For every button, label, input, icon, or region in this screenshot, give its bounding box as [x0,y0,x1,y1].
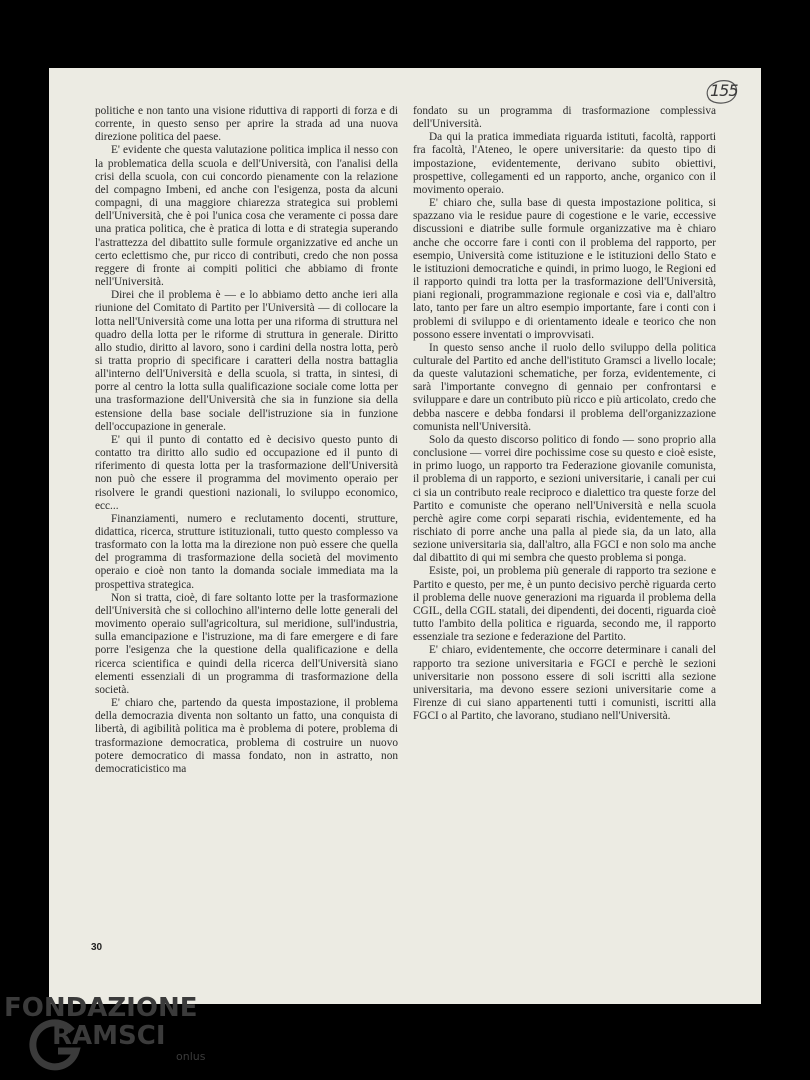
page-number: 30 [91,942,103,953]
paragraph: In questo senso anche il ruolo dello sviluppo della politica culturale del Partito ed anche dell'istituto Gramsci a livello locale; da queste valutazioni schematiche, per forza, evidentemente, ci sarà l'importante convegno di gennaio per confrontarsi e sviluppare e dare un contributo più ricco e più articolato, credo che debba nascere e debba fondarsi il problema dell'organizzazione comunista nell'Università. [413,341,717,433]
paragraph: Esiste, poi, un problema più generale di rapporto tra sezione e Partito e questo, per me, è un punto decisivo perchè riguarda certo il problema delle nuove generazioni ma riguarda il problema della CGIL, della CGIL statali, dei dipendenti, dei docenti, riguarda cioè tutto l'ambito della politica e riguarda, secondo me, il rapporto essenziale tra sezione e federazione del Partito. [413,565,716,644]
document-page [49,68,761,1004]
watermark-line1: FONDAZIONE [4,993,198,1023]
paragraph: E' evidente che questa valutazione politica implica il nesso con la problematica della scuola e dell'Università, con l'analisi della crisi della scuola, con cui concordo pienamente con la relazione del compagno Imbeni, ed anche con l'esigenza, posta da alcuni compagni, di una maggiore chiarezza strategica sui problemi dell'Università, che è poi l'unica cosa che veramente ci possa dare una pratica politica, che è pratica di lotta e di strategia superando l'astrattezza del dibattito sulle formule organizzative ed anche un certo eclettismo che, pur ricco di contributi, credo che non possa reggere di fronte ai compiti politici che abbiamo di fronte nell'Università. [95,144,398,289]
watermark-line2: RAMSCI [52,1021,166,1051]
paragraph: E' chiaro che, partendo da questa impostazione, il problema della democrazia diventa non soltanto un fatto, una conquista di libertà, di agibilità politica ma è problema di potere, problema di trasformazione democratica, problema di costruire un nuovo potere democratico di massa fondato, non in astratto, non democraticistico ma [95,697,398,775]
paragraph: Da qui la pratica immediata riguarda istituti, facoltà, rapporti fra facoltà, l'Ateneo, le opere universitarie: da questo tipo di impostazione, evidentemente, derivano subito obiettivi, prospettive, collegamenti ed un rapporto, anche, organico con il movimento operaio. [413,131,716,196]
fondazione-gramsci-watermark [4,993,224,1075]
left-text-column [95,105,398,776]
paragraph: Direi che il problema è — e lo abbiamo detto anche ieri alla riunione del Comitato di Partito per l'Università — di collocare la lotta nell'Università come una lotta per una riforma di struttura nel quadro della lotta per le riforme di struttura in generale. Diritto allo studio, diritto al lavoro, sono i cardini della nostra lotta, però si tratta proprio di specificare i caratteri della nostra battaglia all'interno dell'Università e della scuola, si tratta, in sintesi, di porre al centro la lotta sulla qualificazione sociale come lotta per una trasformazione dell'Università che sia in funzione sia della estensione della base sociale dell'istruzione sia in funzione dell'occupazione in generale. [95,289,398,433]
paragraph: E' chiaro che, sulla base di questa impostazione politica, si spazzano via le residue paure di cogestione e le varie, eccessive discussioni e diatribe sulle formule organizzative ma è chiaro anche che occorre fare i conti con il problema del rapporto, per esempio, Università come istituzione e le istituzioni dello Stato e le istituzioni democratiche e quindi, in primo luogo, le Regioni ed il rapporto quindi tra lotta per la trasformazione dell'Università, piani regionali, programmazione regionale e così via e, dall'altro lato, tanto per fare un altro esempio importante, fare i conti con i problemi di sviluppo e di orientamento ideale e teorico che non possono essere inventati o improvvisati. [413,197,716,341]
watermark-suffix: onlus [176,1050,206,1063]
paragraph: fondato su un programma di trasformazione complessiva dell'Università. [413,105,716,131]
paragraph: Finanziamenti, numero e reclutamento docenti, strutture, didattica, ricerca, strutture istituzionali, tutto questo complesso va trasformato con la lotta ma la direzione non può essere che quella del programma di trasformazione della società del movimento operaio e cioè non tanto la domanda sociale immediata ma la prospettiva strategica. [95,512,398,591]
paragraph: politiche e non tanto una visione riduttiva di rapporti di forza e di corrente, in questo senso per aprire la strada ad una nuova direzione politica del paese. [95,105,398,144]
handwritten-folio-mark [702,77,740,105]
paragraph: E' qui il punto di contatto ed è decisivo questo punto di contatto tra diritto allo sudio ed occupazione ed il punto di riferimento di questa lotta per la trasformazione dell'Università non può che essere il programma del movimento operaio per risolvere le grandi questioni nazionali, lo sviluppo economico, ecc... [95,433,398,512]
paragraph: Non si tratta, cioè, di fare soltanto lotte per la trasformazione dell'Università che si collochino all'interno delle lotte generali del movimento operaio sull'agricoltura, sul meridione, sull'industria, sulla emancipazione e l'istruzione, ma di fare emergere e di fare porre l'esigenza che la questione della qualificazione e della ricerca scientifica e quindi della ricerca dell'Università siano elementi essenziali di un programma di trasformazione della società. [95,591,398,696]
folio-number: 155 [710,81,738,100]
paragraph: E' chiaro, evidentemente, che occorre determinare i canali del rapporto tra sezione universitaria e FGCI e perchè le sezioni universitarie non possono essere di soli iscritti alla sezione universitaria, ma devono essere sezioni universitarie come a Firenze di cui siano appartenenti tutti i comunisti, iscritti alla FGCI o al Partito, che lavorano, studiano nell'Università. [413,644,716,723]
right-text-column [413,105,716,723]
paragraph: Solo da questo discorso politico di fondo — sono proprio alla conclusione — vorrei dire pochissime cose su questo e cioè esiste, in primo luogo, un rapporto tra Federazione giovanile comunista, il problema di un rapporto, e sezioni universitarie, i canali per cui ci sia un contributo reale reciproco e dialettico tra queste forze del Partito e comuniste che operano nell'Università e nella scuola perchè agire come corpi separati rischia, evidentemente, ed ha rischiato di porre anche una palla al piede sia, da un lato, alla sezione universitaria sia, dall'altro, alla FGCI e non solo ma anche dal dibattito di qui mi sembra che questo problema si ponga. [413,433,716,565]
